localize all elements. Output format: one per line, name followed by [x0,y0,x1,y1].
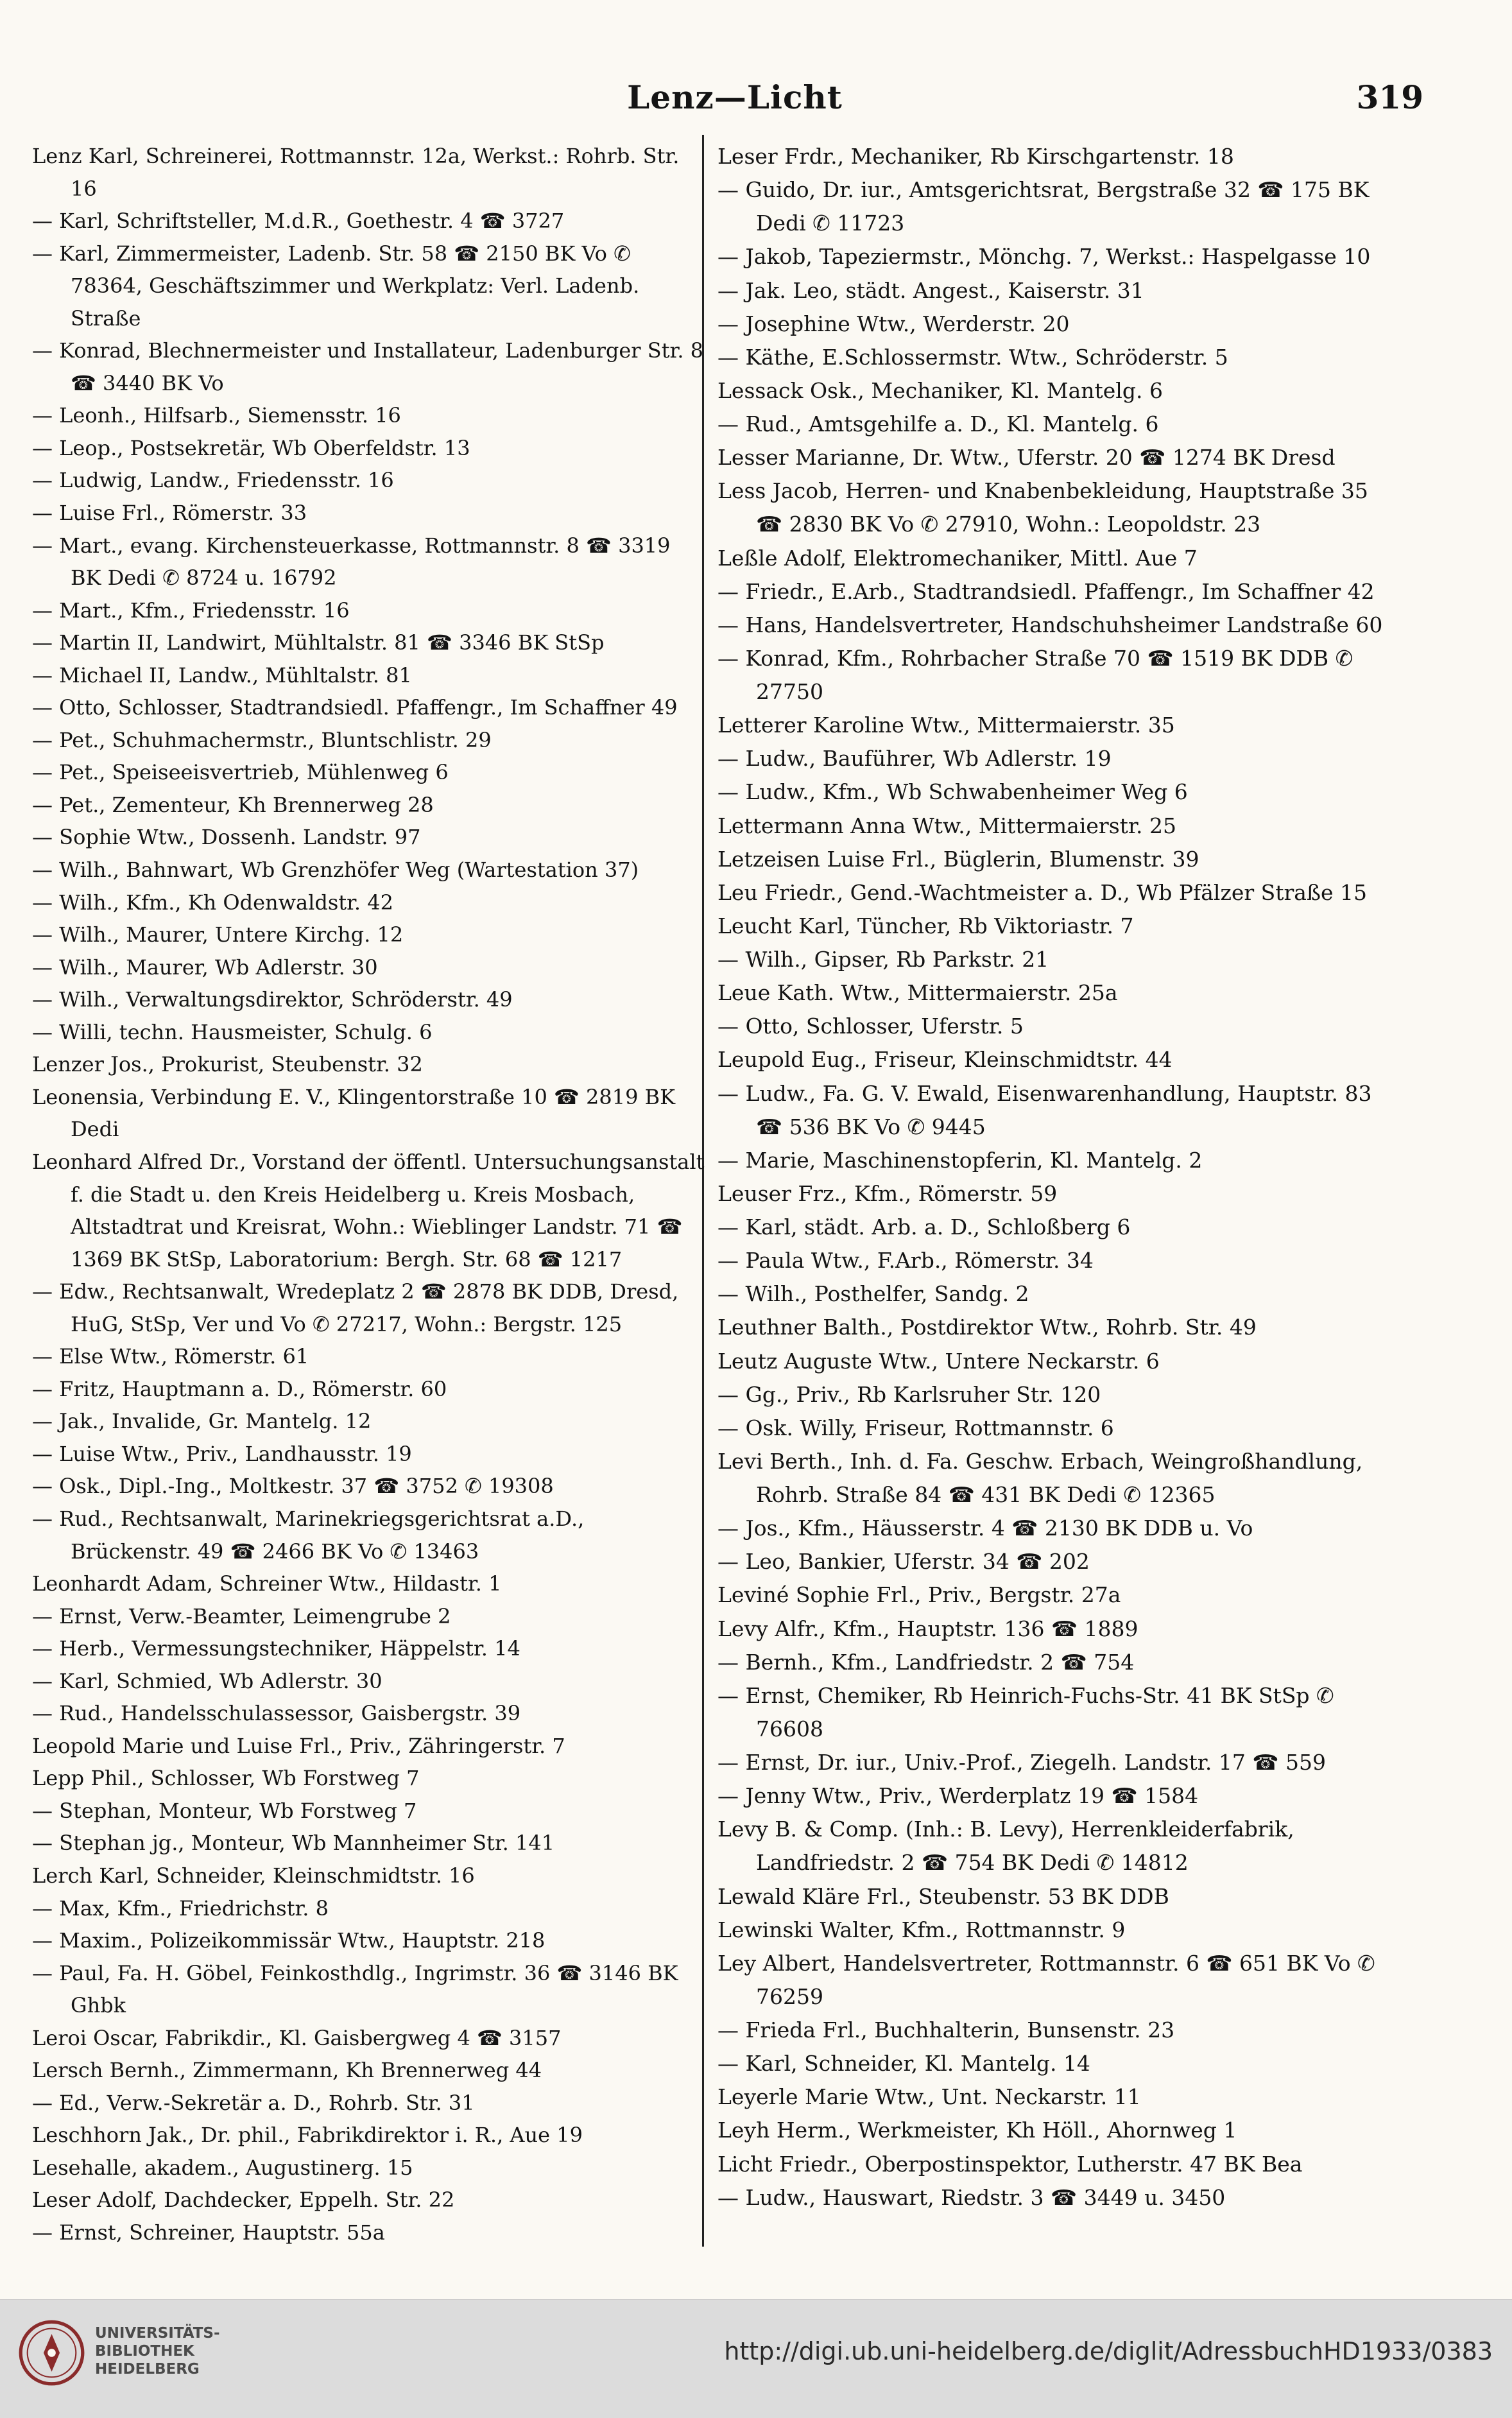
directory-entry: Leyh Herm., Werkmeister, Kh Höll., Ahornweg 1 [717,2118,1237,2143]
directory-entry: — Karl, Zimmermeister, Ladenb. Str. 58 ☎ 2150 BK Vo ✆ 78364, Geschäftszimmer und Werkplatz: Verl. Ladenb. Straße [32,241,640,331]
library-line: HEIDELBERG [95,2361,200,2378]
directory-entry: Leroi Oscar, Fabrikdir., Kl. Gaisbergweg 4 ☎ 3157 [32,2025,562,2050]
directory-entry: Letzeisen Luise Frl., Büglerin, Blumenstr. 39 [717,846,1199,872]
directory-entry: Lenz Karl, Schreinerei, Rottmannstr. 12a, Werkst.: Rohrb. Str. 16 [32,144,680,201]
directory-entry: — Pet., Schuhmachermstr., Bluntschlistr. 29 [32,727,492,752]
directory-entry: — Käthe, E.Schlossermstr. Wtw., Schröderstr. 5 [717,344,1228,370]
directory-entry: Ley Albert, Handelsvertreter, Rottmannstr. 6 ☎ 651 BK Vo ✆ 76259 [717,1950,1375,2009]
directory-entry: Leutz Auguste Wtw., Untere Neckarstr. 6 [717,1348,1160,1374]
directory-entry: — Ludw., Hauswart, Riedstr. 3 ☎ 3449 u. 3450 [717,2184,1226,2210]
directory-entry: — Karl, Schneider, Kl. Mantelg. 14 [717,2051,1090,2077]
directory-entry: — Ernst, Verw.-Beamter, Leimengrube 2 [32,1603,451,1628]
directory-entry: — Gg., Priv., Rb Karlsruher Str. 120 [717,1381,1101,1407]
directory-entry: — Leo, Bankier, Uferstr. 34 ☎ 202 [717,1549,1090,1575]
directory-entry: — Wilh., Posthelfer, Sandg. 2 [717,1281,1029,1307]
directory-entry: Levy B. & Comp. (Inh.: B. Levy), Herrenkleiderfabrik, Landfriedstr. 2 ☎ 754 BK Dedi ✆ 14812 [717,1817,1294,1876]
directory-entry: — Karl, städt. Arb. a. D., Schloßberg 6 [717,1214,1131,1239]
directory-entry: — Willi, techn. Hausmeister, Schulg. 6 [32,1019,433,1044]
directory-entry: — Paula Wtw., F.Arb., Römerstr. 34 [717,1248,1094,1274]
directory-entry: — Osk. Willy, Friseur, Rottmannstr. 6 [717,1415,1114,1440]
directory-entry: — Wilh., Maurer, Wb Adlerstr. 30 [32,954,378,980]
directory-entry: — Karl, Schmied, Wb Adlerstr. 30 [32,1668,382,1693]
directory-entry: Leonhard Alfred Dr., Vorstand der öffentl. Untersuchungsanstalt f. die Stadt u. den Kreis Heidelberg u. Kreis Mosbach, Altstadtrat und Kreisrat, Wohn.: Wieblinger Landstr. 71 ☎ 1369 BK StSp, Laboratorium: Bergh. Str. 68 ☎ 1217 [32,1149,705,1272]
directory-entry: — Rud., Handelsschulassessor, Gaisbergstr. 39 [32,1701,521,1726]
directory-entry: Leuthner Balth., Postdirektor Wtw., Rohrb. Str. 49 [717,1315,1257,1340]
directory-entry: — Mart., evang. Kirchensteuerkasse, Rottmannstr. 8 ☎ 3319 BK Dedi ✆ 8724 u. 16792 [32,533,671,591]
library-line: UNIVERSITÄTS- [95,2325,220,2342]
directory-entry: — Paul, Fa. H. Göbel, Feinkosthdlg., Ingrimstr. 36 ☎ 3146 BK Ghbk [32,1960,678,2018]
directory-entry: Lesehalle, akadem., Augustinerg. 15 [32,2155,413,2180]
directory-entry: Levy Alfr., Kfm., Hauptstr. 136 ☎ 1889 [717,1616,1138,1641]
directory-entry: — Marie, Maschinenstopferin, Kl. Mantelg. 2 [717,1147,1203,1173]
directory-entry: Leyerle Marie Wtw., Unt. Neckarstr. 11 [717,2084,1141,2110]
directory-entry: Leser Frdr., Mechaniker, Rb Kirschgartenstr. 18 [717,144,1234,169]
directory-entry: — Wilh., Bahnwart, Wb Grenzhöfer Weg (Wartestation 37) [32,858,639,883]
directory-entry: — Ernst, Schreiner, Hauptstr. 55a [32,2220,385,2245]
directory-entry: Leucht Karl, Tüncher, Rb Viktoriastr. 7 [717,913,1134,938]
directory-entry: — Jos., Kfm., Häusserstr. 4 ☎ 2130 BK DDB u. Vo [717,1516,1253,1541]
directory-entry: — Luise Wtw., Priv., Landhausstr. 19 [32,1441,412,1466]
directory-entry: — Leonh., Hilfsarb., Siemensstr. 16 [32,403,401,428]
directory-entry: — Wilh., Maurer, Untere Kirchg. 12 [32,922,404,947]
directory-entry: — Stephan, Monteur, Wb Forstweg 7 [32,1798,417,1823]
directory-entry: — Edw., Rechtsanwalt, Wredeplatz 2 ☎ 2878 BK DDB, Dresd, HuG, StSp, Ver und Vo ✆ 27217, Wohn.: Bergstr. 125 [32,1279,679,1336]
directory-entry: — Otto, Schlosser, Stadtrandsiedl. Pfaffengr., Im Schaffner 49 [32,695,678,720]
directory-entry: — Ed., Verw.-Sekretär a. D., Rohrb. Str. 31 [32,2090,475,2115]
directory-entry: — Konrad, Blechnermeister und Installateur, Ladenburger Str. 8 ☎ 3440 BK Vo [32,338,704,395]
directory-entry: — Wilh., Verwaltungsdirektor, Schröderstr. 49 [32,987,513,1012]
directory-entry: Leviné Sophie Frl., Priv., Bergstr. 27a [717,1582,1121,1608]
directory-entry: — Jakob, Tapeziermstr., Mönchg. 7, Werkst.: Haspelgasse 10 [717,244,1371,270]
directory-entry: — Guido, Dr. iur., Amtsgerichtsrat, Bergstraße 32 ☎ 175 BK Dedi ✆ 11723 [717,177,1370,236]
university-seal-icon [18,2319,85,2387]
directory-entry: Leonensia, Verbindung E. V., Klingentorstraße 10 ☎ 2819 BK Dedi [32,1084,676,1142]
directory-entry: — Herb., Vermessungstechniker, Häppelstr. 14 [32,1636,520,1661]
directory-entry: Leßle Adolf, Elektromechaniker, Mittl. Aue 7 [717,545,1198,571]
directory-entry: — Ernst, Chemiker, Rb Heinrich-Fuchs-Str. 41 BK StSp ✆ 76608 [717,1682,1334,1741]
directory-entry: Lepp Phil., Schlosser, Wb Forstweg 7 [32,1766,420,1791]
footer-bar [0,2299,1512,2418]
directory-entry: — Josephine Wtw., Werderstr. 20 [717,311,1070,336]
directory-entry: Less Jacob, Herren- und Knabenbekleidung, Hauptstraße 35 ☎ 2830 BK Vo ✆ 27910, Wohn.: Leopoldstr. 23 [717,478,1368,537]
directory-entry: Leuser Frz., Kfm., Römerstr. 59 [717,1180,1058,1206]
library-name [95,2324,220,2378]
directory-entry: — Rud., Amtsgehilfe a. D., Kl. Mantelg. 6 [717,411,1159,436]
library-line: BIBLIOTHEK [95,2343,194,2360]
directory-entry: — Karl, Schriftsteller, M.d.R., Goethestr. 4 ☎ 3727 [32,209,565,234]
directory-entry: — Hans, Handelsvertreter, Handschuhsheimer Landstraße 60 [717,612,1383,637]
directory-entry: — Jak. Leo, städt. Angest., Kaiserstr. 31 [717,277,1144,303]
running-title: Lenz—Licht [627,78,843,116]
left-column [32,140,706,2249]
directory-entry: Lewald Kläre Frl., Steubenstr. 53 BK DDB [717,1883,1169,1909]
directory-entry: — Martin II, Landwirt, Mühltalstr. 81 ☎ 3346 BK StSp [32,630,605,655]
directory-entry: Letterer Karoline Wtw., Mittermaierstr. 35 [717,712,1175,738]
directory-entry: Levi Berth., Inh. d. Fa. Geschw. Erbach, Weingroßhandlung, Rohrb. Straße 84 ☎ 431 BK Dedi ✆ 12365 [717,1448,1363,1507]
directory-entry: Lerch Karl, Schneider, Kleinschmidtstr. 16 [32,1863,475,1888]
directory-entry: Leopold Marie und Luise Frl., Priv., Zähringerstr. 7 [32,1733,565,1758]
page-header [39,69,1431,127]
directory-entry: — Pet., Zementeur, Kh Brennerweg 28 [32,792,434,817]
source-url-link[interactable]: http://digi.ub.uni-heidelberg.de/diglit/AdressbuchHD1933/0383 [724,2337,1493,2365]
directory-entry: Lessack Osk., Mechaniker, Kl. Mantelg. 6 [717,377,1163,403]
directory-entry: — Friedr., E.Arb., Stadtrandsiedl. Pfaffengr., Im Schaffner 42 [717,578,1375,604]
directory-entry: — Luise Frl., Römerstr. 33 [32,501,307,526]
directory-entry: — Wilh., Gipser, Rb Parkstr. 21 [717,947,1049,972]
directory-entry: — Pet., Speiseeisvertrieb, Mühlenweg 6 [32,760,449,785]
directory-entry: — Fritz, Hauptmann a. D., Römerstr. 60 [32,1376,447,1401]
directory-entry: — Maxim., Polizeikommissär Wtw., Hauptstr. 218 [32,1928,546,1953]
directory-entry: — Bernh., Kfm., Landfriedstr. 2 ☎ 754 [717,1649,1135,1675]
directory-entry: Leu Friedr., Gend.-Wachtmeister a. D., Wb Pfälzer Straße 15 [717,879,1368,905]
directory-entry: — Stephan jg., Monteur, Wb Mannheimer Str. 141 [32,1831,555,1856]
directory-entry: Lewinski Walter, Kfm., Rottmannstr. 9 [717,1917,1126,1942]
directory-entry: Leue Kath. Wtw., Mittermaierstr. 25a [717,980,1118,1006]
directory-entry: — Michael II, Landw., Mühltalstr. 81 [32,662,412,687]
directory-entry: Leschhorn Jak., Dr. phil., Fabrikdirektor i. R., Aue 19 [32,2123,583,2148]
directory-entry: — Jenny Wtw., Priv., Werderplatz 19 ☎ 1584 [717,1783,1199,1809]
directory-entry: — Ernst, Dr. iur., Univ.-Prof., Ziegelh. Landstr. 17 ☎ 559 [717,1750,1326,1775]
directory-entry: — Max, Kfm., Friedrichstr. 8 [32,1896,329,1921]
directory-entry: Lesser Marianne, Dr. Wtw., Uferstr. 20 ☎ 1274 BK Dresd [717,445,1336,471]
directory-entry: — Else Wtw., Römerstr. 61 [32,1344,309,1369]
right-column [717,140,1391,2215]
directory-entry: — Frieda Frl., Buchhalterin, Bunsenstr. 23 [717,2017,1175,2042]
directory-entry: Lenzer Jos., Prokurist, Steubenstr. 32 [32,1052,423,1077]
directory-entry: — Rud., Rechtsanwalt, Marinekriegsgerichtsrat a.D., Brückenstr. 49 ☎ 2466 BK Vo ✆ 13463 [32,1506,585,1564]
directory-entry: — Sophie Wtw., Dossenh. Landstr. 97 [32,825,421,850]
directory-entry: Lettermann Anna Wtw., Mittermaierstr. 25 [717,813,1177,838]
directory-entry: Leupold Eug., Friseur, Kleinschmidtstr. 44 [717,1047,1173,1073]
directory-entry: — Ludw., Kfm., Wb Schwabenheimer Weg 6 [717,779,1188,805]
directory-entry: Licht Friedr., Oberpostinspektor, Lutherstr. 47 BK Bea [717,2151,1303,2177]
directory-entry: Leonhardt Adam, Schreiner Wtw., Hildastr. 1 [32,1571,502,1596]
directory-entry: — Mart., Kfm., Friedensstr. 16 [32,598,350,623]
directory-entry: — Konrad, Kfm., Rohrbacher Straße 70 ☎ 1519 BK DDB ✆ 27750 [717,645,1353,704]
directory-entry: — Otto, Schlosser, Uferstr. 5 [717,1014,1024,1039]
directory-entry: — Leop., Postsekretär, Wb Oberfeldstr. 13 [32,435,470,460]
directory-entry: Leser Adolf, Dachdecker, Eppelh. Str. 22 [32,2188,455,2213]
directory-entry: — Ludw., Fa. G. V. Ewald, Eisenwarenhandlung, Hauptstr. 83 ☎ 536 BK Vo ✆ 9445 [717,1080,1372,1139]
page-number: 319 [1356,78,1423,116]
directory-entry: — Jak., Invalide, Gr. Mantelg. 12 [32,1409,372,1434]
directory-entry: — Ludwig, Landw., Friedensstr. 16 [32,468,394,493]
directory-entry: — Osk., Dipl.-Ing., Moltkestr. 37 ☎ 3752 ✆ 19308 [32,1474,554,1499]
directory-entry: — Wilh., Kfm., Kh Odenwaldstr. 42 [32,890,393,915]
directory-entry: — Ludw., Bauführer, Wb Adlerstr. 19 [717,746,1112,772]
directory-entry: Lersch Bernh., Zimmermann, Kh Brennerweg 44 [32,2058,542,2083]
